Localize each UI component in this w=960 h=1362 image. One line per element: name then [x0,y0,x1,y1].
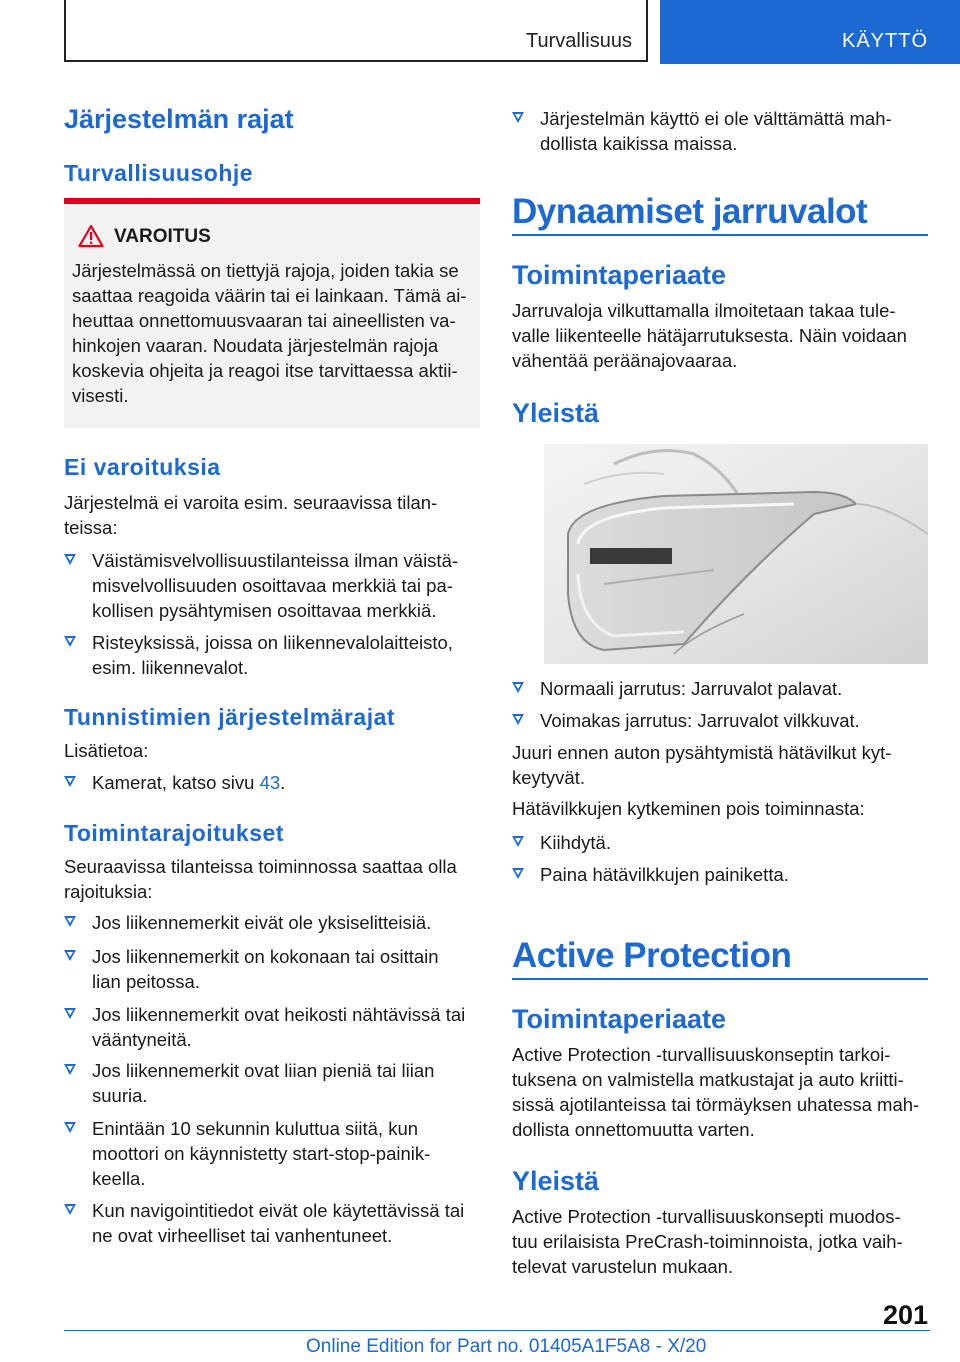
list-item: Järjestelmän käyttö ei ole välttämättä mah- dollista kaikissa maissa. [512,106,928,156]
list-item: Jos liikennemerkit ovat heikosti nähtävissä tai vääntyneitä. [64,1002,480,1052]
subheading-function-limits: Toimintarajoitukset [64,820,284,846]
brake-text-2: Hätävilkkujen kytkeminen pois toiminnasta: [512,798,865,819]
subheading-safety-note: Turvallisuusohje [64,160,254,186]
footer-rule [64,1330,930,1331]
list-item: Kamerat, katso sivu 43. [64,770,480,795]
footer-edition: Online Edition for Part no. 01405A1F5A8 - X/20 [306,1336,707,1357]
subheading-no-warnings: Ei varoituksia [64,454,221,480]
triangle-bullet-icon [512,682,524,693]
triangle-bullet-icon [64,776,76,787]
header-chapter-title: KÄYTTÖ [841,30,928,52]
triangle-bullet-icon [64,554,76,565]
triangle-bullet-icon [64,636,76,647]
warning-box [64,198,480,428]
list-item: Kiihdytä. [512,830,928,855]
triangle-bullet-icon [64,916,76,927]
triangle-bullet-icon [64,950,76,961]
list-item: Voimakas jarrutus: Jarruvalot vilkkuvat. [512,708,928,733]
heading-general: Yleistä [512,398,600,428]
list-item: Enintään 10 sekunnin kuluttua siitä, kun moottori on käynnistetty start-stop-painik- keella. [64,1116,480,1191]
section-title-system-limits: Järjestelmän rajat [64,104,294,134]
section-title-dynamic-brake-lights: Dynaamiset jarruvalot [512,192,868,231]
heading-principle: Toimintaperiaate [512,1004,727,1034]
warning-text: Järjestelmässä on tiettyjä rajoja, joiden takia se saattaa reagoida väärin tai ei lainkaan. Tämä ai- heuttaa onnettomuusvaaran tai aineellisten va- hinkojen vaaran. Noudata järjestelmän rajoja koskevia ohjeita ja reagoi itse tarvittaessa aktii- visesti. [72,260,467,406]
warning-bar [64,198,480,204]
no-warnings-intro: Järjestelmä ei varoita esim. seuraavissa tilan- teissa: [64,492,438,538]
triangle-bullet-icon [64,1064,76,1075]
list-item: Risteyksissä, joissa on liikennevalolaitteisto, esim. liikennevalot. [64,630,480,680]
triangle-bullet-icon [512,868,524,879]
list-item: Jos liikennemerkit ovat liian pieniä tai liian suuria. [64,1058,480,1108]
section-title-active-protection: Active Protection [512,936,792,975]
triangle-bullet-icon [512,112,524,123]
brake-principle-text: Jarruvaloja vilkuttamalla ilmoitetaan takaa tule- valle liikenteelle hätäjarrutuksesta. Näin voidaan vähentää peräänajovaaraa. [512,300,907,371]
list-item: Jos liikennemerkit on kokonaan tai osittain lian peitossa. [64,944,480,994]
brake-text-1: Juuri ennen auton pysähtymistä hätävilkut kyt- keytyvät. [512,742,892,788]
list-item: Väistämisvelvollisuustilanteissa ilman väistä- misvelvollisuuden osoittavaa merkkiä tai pa- kollisen pysähtymisen osoittavaa merkkiä. [64,548,480,623]
triangle-bullet-icon [64,1122,76,1133]
page-link[interactable]: 43 [259,772,281,793]
active-principle-text: Active Protection -turvallisuuskonseptin tarkoi- tuksena on valmistella matkustajat ja auto kriitti- sissä ajotilanteissa tai törmäyksen uhatessa mah- dollista onnettomuutta varten. [512,1044,920,1140]
subheading-sensor-limits: Tunnistimien järjestelmärajat [64,704,396,730]
tail-light-photo [544,444,928,664]
function-limits-intro: Seuraavissa tilanteissa toiminnossa saattaa olla rajoituksia: [64,856,457,902]
list-item: Jos liikennemerkit eivät ole yksiselitteisiä. [64,910,480,935]
header-section-box [64,0,648,62]
header-section-title: Turvallisuus [526,30,632,52]
sensor-limits-intro: Lisätietoa: [64,740,149,761]
triangle-bullet-icon [64,1008,76,1019]
header-chapter-tab[interactable] [660,0,960,64]
page-number: 201 [882,1300,928,1330]
warning-label: VAROITUS [114,226,211,247]
triangle-bullet-icon [512,714,524,725]
active-general-text: Active Protection -turvallisuuskonsepti muodos- tuu erilaisista PreCrash-toiminnoista, jotka vaih- televat varustelun mukaan. [512,1206,903,1277]
triangle-bullet-icon [512,836,524,847]
list-item: Normaali jarrutus: Jarruvalot palavat. [512,676,928,701]
list-item: Paina hätävilkkujen painiketta. [512,862,928,887]
title-rule [512,978,928,980]
warning-triangle-icon [78,224,104,248]
heading-principle: Toimintaperiaate [512,260,727,290]
heading-general: Yleistä [512,1166,600,1196]
list-item: Kun navigointitiedot eivät ole käytettävissä tai ne ovat virheelliset tai vanhentuneet. [64,1198,480,1248]
title-rule [512,234,928,236]
triangle-bullet-icon [64,1204,76,1215]
